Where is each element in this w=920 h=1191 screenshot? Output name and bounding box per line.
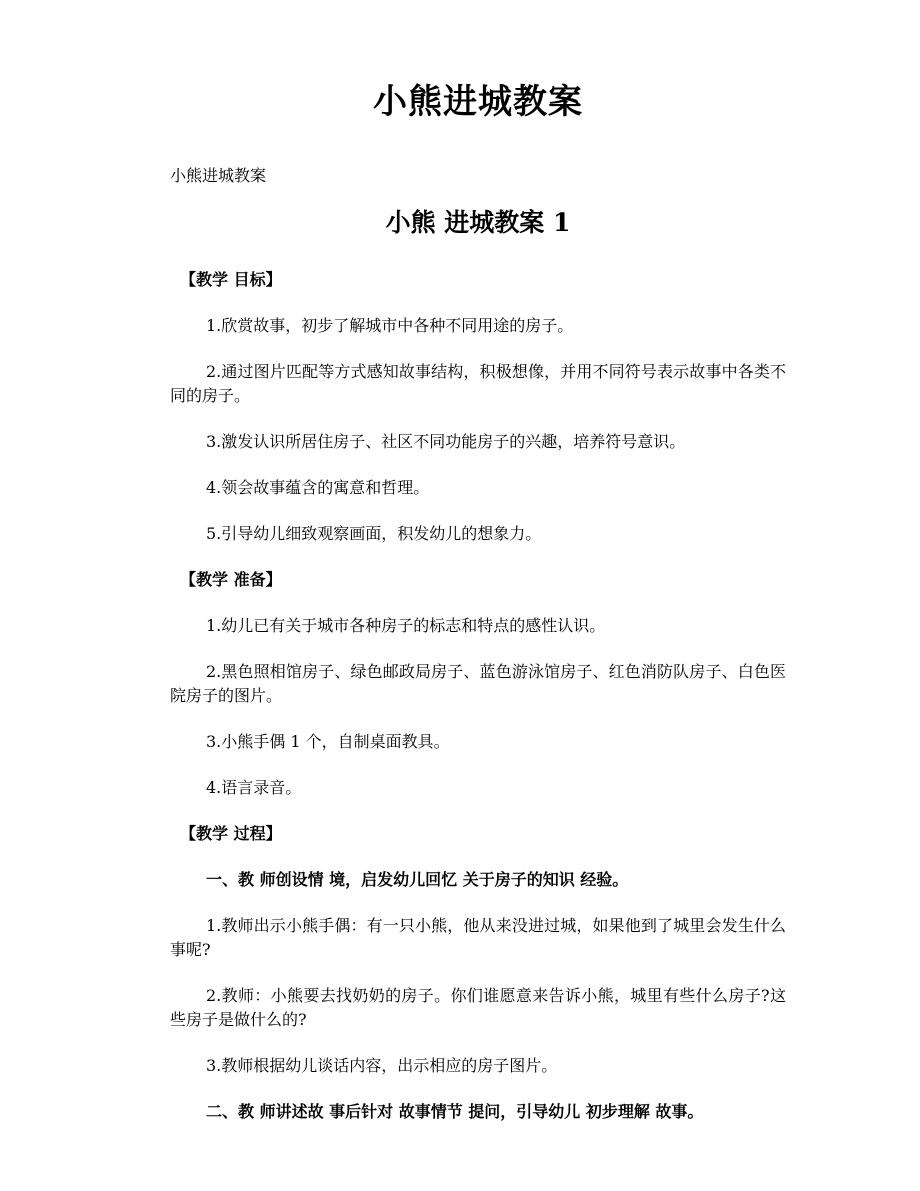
- heading-teaching-goals: 【教学 目标】: [180, 270, 282, 289]
- paragraph: 1.幼儿已有关于城市各种房子的标志和特点的感性认识。: [206, 616, 606, 635]
- paragraph: 1.欣赏故事，初步了解城市中各种不同用途的房子。: [206, 316, 574, 335]
- paragraph: 2.教师：小熊要去找奶奶的房子。你们谁愿意来告诉小熊，城里有些什么房子?这些房子是做什么的?: [170, 986, 786, 1029]
- heading-teaching-process: 【教学 过程】: [180, 824, 282, 843]
- paragraph: 2.黑色照相馆房子、绿色邮政局房子、蓝色游泳馆房子、红色消防队房子、白色医院房子的图片。: [170, 662, 786, 705]
- subheading-step-one: 一、教 师创设情 境，启发幼儿回忆 关于房子的知识 经验。: [206, 870, 629, 889]
- paragraph: 4.领会故事蕴含的寓意和哲理。: [206, 478, 430, 497]
- document-subtitle: 小熊进城教案: [170, 166, 267, 185]
- paragraph: 2.通过图片匹配等方式感知故事结构，积极想像，并用不同符号表示故事中各类不同的房子。: [170, 362, 786, 405]
- paragraph: 1.教师出示小熊手偶：有一只小熊，他从来没进过城，如果他到了城里会发生什么事呢?: [170, 916, 786, 959]
- paragraph: 3.激发认识所居住房子、社区不同功能房子的兴趣，培养符号意识。: [206, 432, 686, 451]
- heading-teaching-preparation: 【教学 准备】: [180, 570, 282, 589]
- subheading-step-two: 二、教 师讲述故 事后针对 故事情节 提问，引导幼儿 初步理解 故事。: [206, 1102, 704, 1121]
- section-title: 小熊 进城教案 1: [385, 208, 571, 237]
- paragraph: 4.语言录音。: [206, 778, 302, 797]
- document-body: [170, 268, 786, 1146]
- paragraph: 3.小熊手偶 1 个，自制桌面教具。: [206, 732, 450, 751]
- document-title: 小熊进城教案: [373, 82, 583, 122]
- paragraph: 5.引导幼儿细致观察画面，积发幼儿的想象力。: [206, 524, 542, 543]
- paragraph: 3.教师根据幼儿谈话内容，出示相应的房子图片。: [206, 1056, 558, 1075]
